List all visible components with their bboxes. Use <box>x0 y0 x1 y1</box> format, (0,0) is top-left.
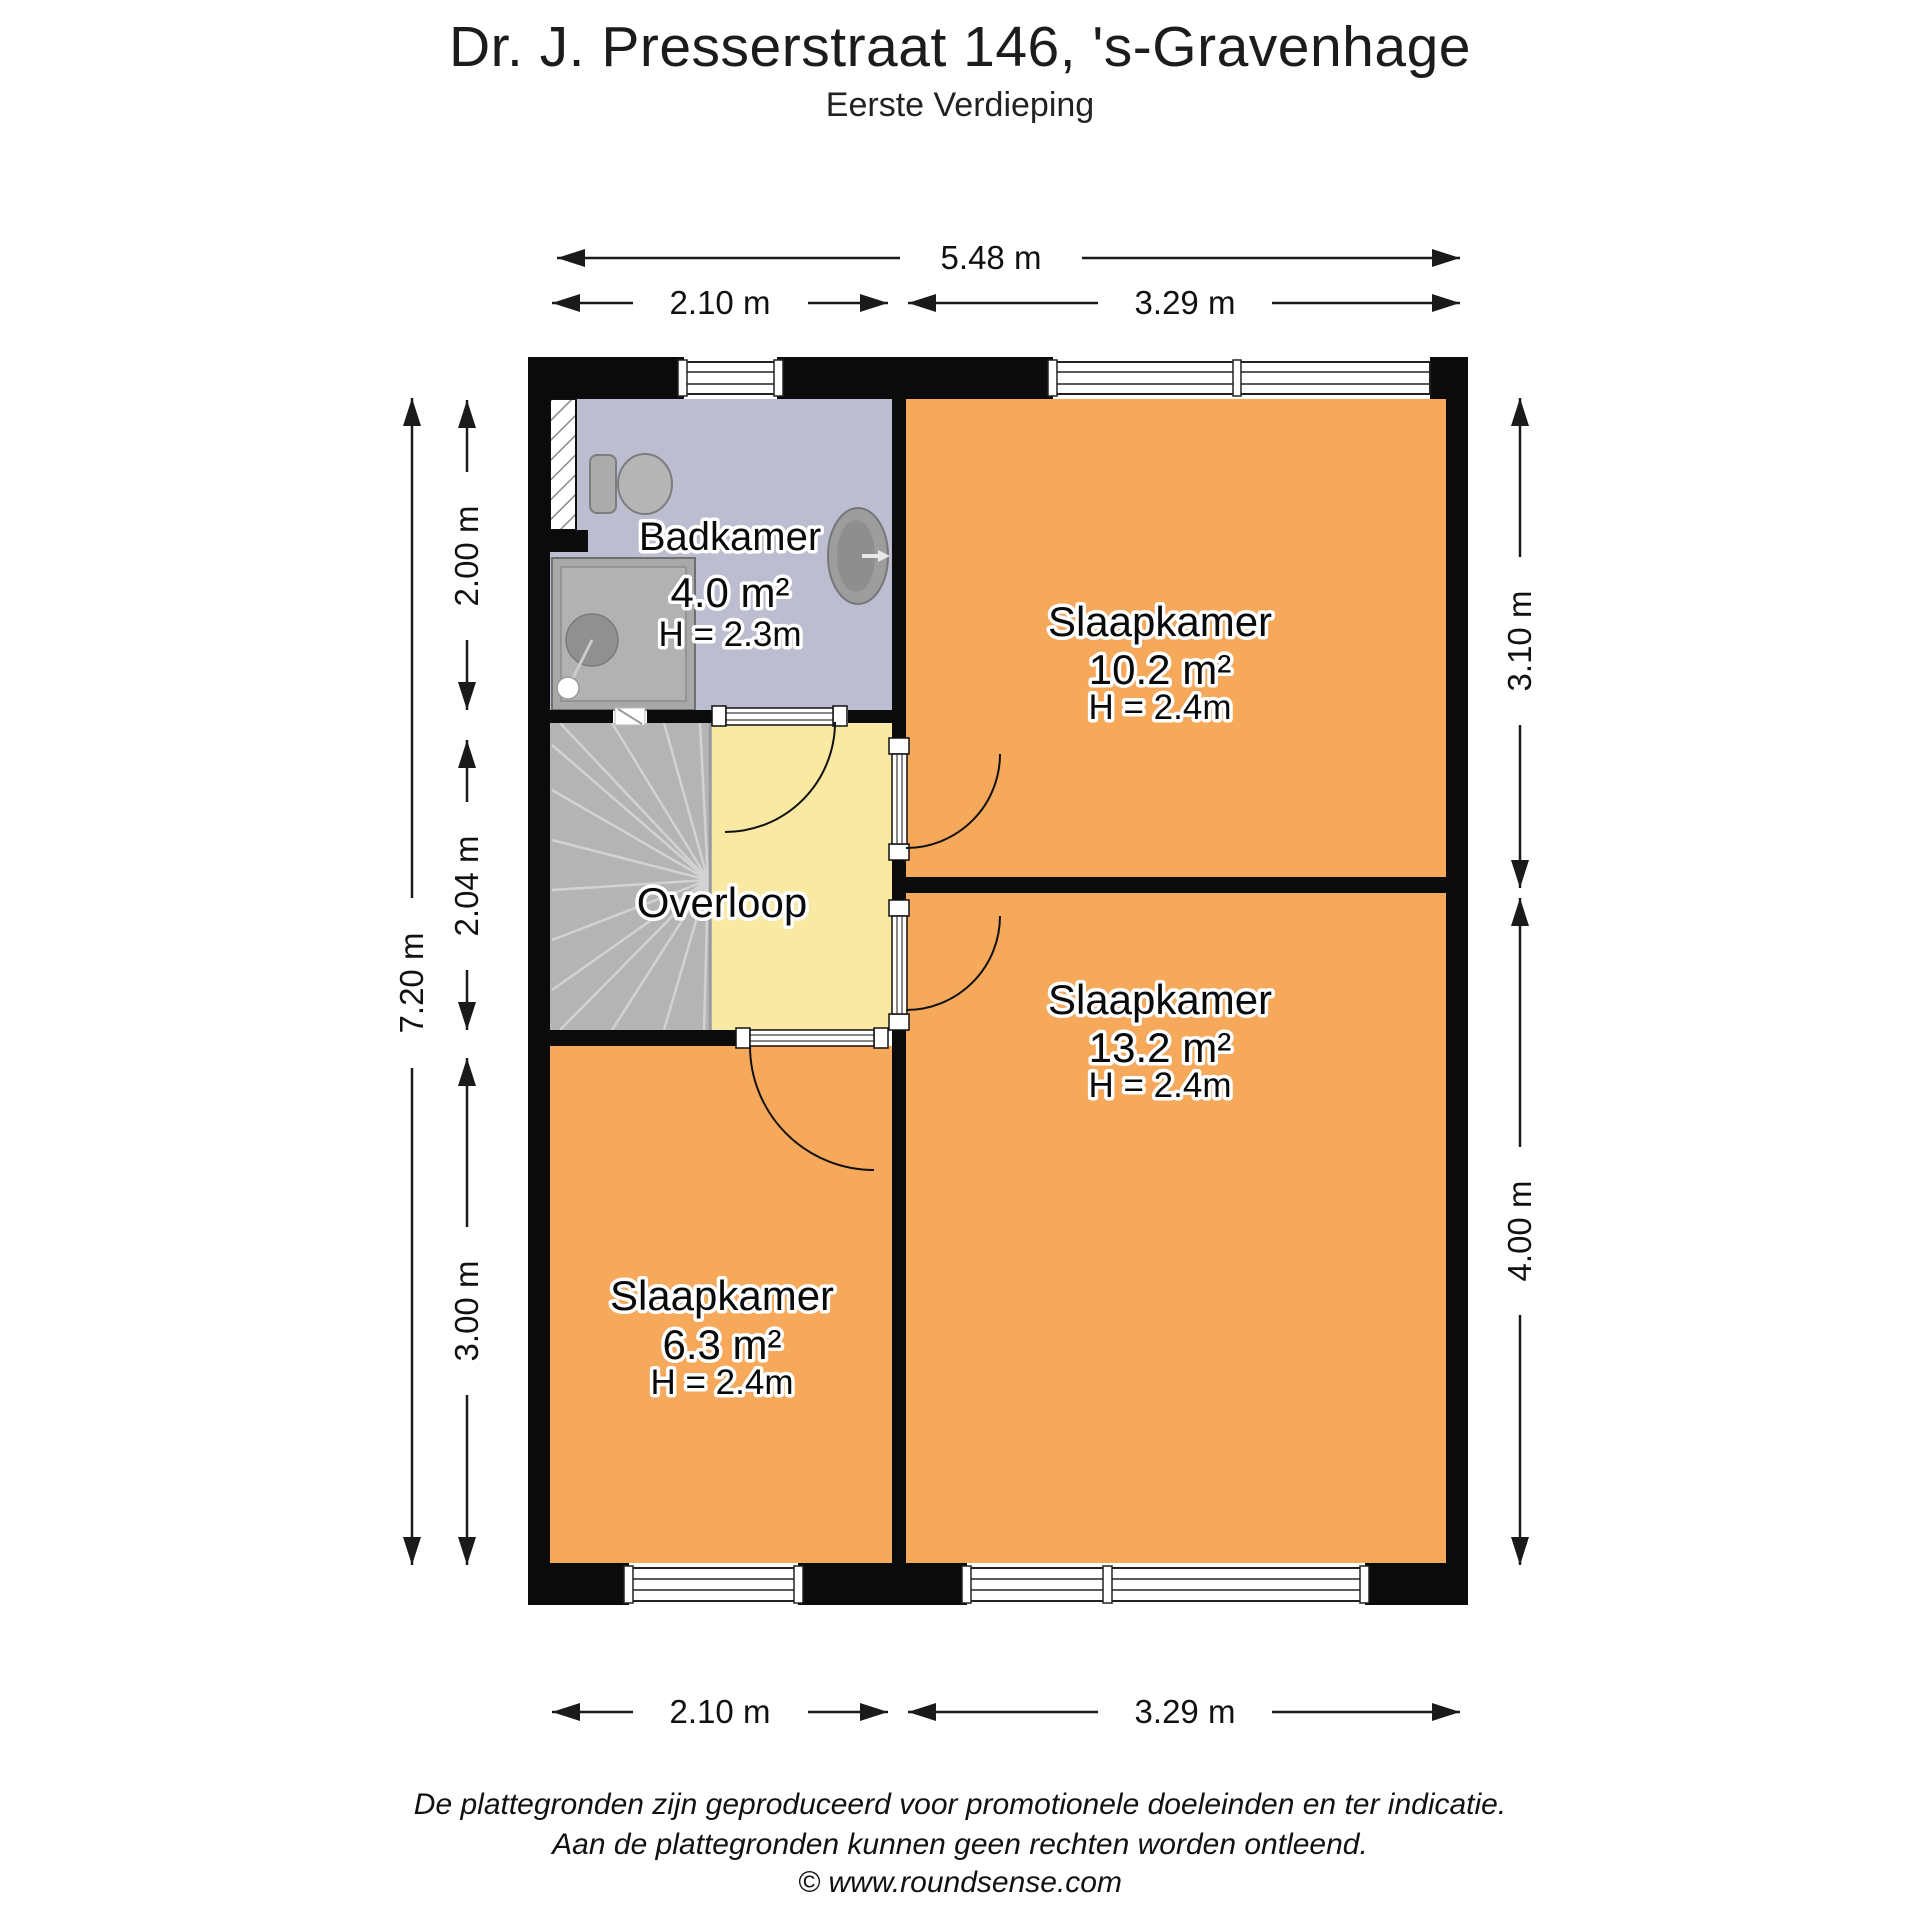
slaapkamer-3-ceiling: H = 2.4m <box>1088 1066 1232 1105</box>
slaapkamer-3-area: 13.2 m² <box>1088 1024 1232 1071</box>
wall-bottom-2 <box>798 1563 967 1605</box>
toilet-icon <box>590 454 672 514</box>
overloop-floor <box>712 723 892 1030</box>
duct-hatch <box>550 399 576 530</box>
badkamer-name: Badkamer <box>638 515 822 559</box>
badkamer-ceiling: H = 2.3m <box>658 615 802 654</box>
page-title: Dr. J. Presserstraat 146, 's-Gravenhage <box>449 15 1471 79</box>
wall-bedrooms <box>892 877 1446 893</box>
wall-bathroom-2 <box>647 710 712 723</box>
wall-divider-bottom <box>892 1030 906 1563</box>
dim-right-top: 3.10 m <box>1501 590 1538 692</box>
staircase-area <box>550 723 712 1030</box>
slaapkamer-2-ceiling: H = 2.4m <box>650 1363 794 1402</box>
dim-bottom-right: 3.29 m <box>1134 1693 1236 1730</box>
slaapkamer-1-name: Slaapkamer <box>1047 598 1273 645</box>
window-top-bathroom <box>678 360 783 396</box>
wall-left <box>528 357 550 1605</box>
dim-left-total: 7.20 m <box>393 932 430 1034</box>
dim-top-right: 3.29 m <box>1134 284 1236 321</box>
wall-bathroom-1 <box>550 710 613 723</box>
wall-bathroom-3 <box>848 710 892 723</box>
dim-bottom-left: 2.10 m <box>669 1693 771 1730</box>
wall-top-2 <box>777 357 1053 399</box>
dim-left-middle: 2.04 m <box>448 835 485 937</box>
dim-top-total: 5.48 m <box>940 239 1042 276</box>
slaapkamer-1-area: 10.2 m² <box>1088 646 1232 693</box>
slaapkamer-1-ceiling: H = 2.4m <box>1088 688 1232 727</box>
page-subtitle: Eerste Verdieping <box>825 86 1095 124</box>
slaapkamer-3-name: Slaapkamer <box>1047 976 1273 1023</box>
dim-top-left: 2.10 m <box>669 284 771 321</box>
disclaimer-line-2: Aan de plattegronden kunnen geen rechten worden ontleend. <box>552 1828 1368 1861</box>
dim-left-bottom: 3.00 m <box>448 1260 485 1362</box>
window-bottom-bedroom-large <box>962 1566 1369 1603</box>
wall-divider-top <box>892 399 906 738</box>
shower-entry <box>615 708 645 725</box>
wall-landing <box>550 1030 736 1046</box>
dim-left-top: 2.00 m <box>448 505 485 607</box>
window-top-bedroom <box>1048 360 1430 396</box>
copyright-line: © www.roundsense.com <box>798 1866 1122 1899</box>
slaapkamer-2-area: 6.3 m² <box>662 1321 782 1368</box>
wall-top-1 <box>528 357 684 399</box>
disclaimer-line-1: De plattegronden zijn geproduceerd voor promotionele doeleinden en ter indicatie. <box>413 1788 1507 1821</box>
wall-right <box>1446 357 1468 1605</box>
wall-stub <box>550 530 588 552</box>
overloop-name: Overloop <box>636 879 808 926</box>
dim-right-bottom: 4.00 m <box>1501 1180 1538 1282</box>
badkamer-area: 4.0 m² <box>670 569 790 616</box>
window-bottom-bedroom-small <box>624 1566 803 1603</box>
slaapkamer-2-name: Slaapkamer <box>609 1272 835 1319</box>
